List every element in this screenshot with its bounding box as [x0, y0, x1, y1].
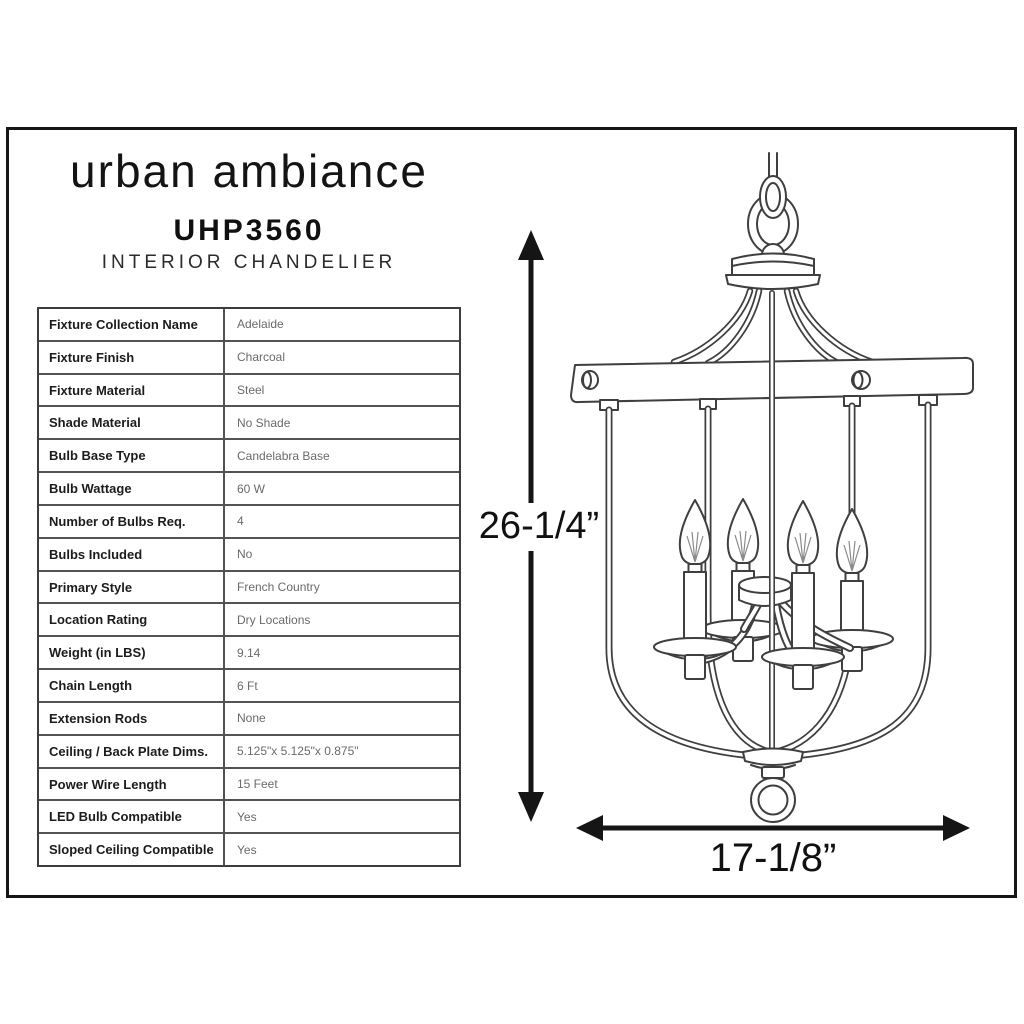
chain — [748, 153, 798, 266]
table-row — [39, 340, 459, 373]
spec-label: Fixture Material — [39, 375, 225, 406]
spec-label: Weight (in LBS) — [39, 637, 225, 668]
spec-value: None — [237, 711, 266, 726]
canopy — [726, 254, 820, 290]
width-dimension — [576, 815, 970, 880]
table-row — [39, 405, 459, 438]
table-row — [39, 504, 459, 537]
spec-label: LED Bulb Compatible — [39, 801, 225, 832]
spec-label: Fixture Finish — [39, 342, 225, 373]
spec-value: 15 Feet — [237, 777, 278, 791]
table-row — [39, 734, 459, 767]
center-hub — [739, 577, 791, 606]
spec-value: No Shade — [237, 415, 291, 430]
spec-value: Yes — [237, 842, 257, 857]
spec-label: Primary Style — [39, 572, 225, 603]
product-subtitle: INTERIOR CHANDELIER — [101, 252, 397, 273]
spec-value: Steel — [237, 383, 265, 398]
table-row — [39, 767, 459, 800]
spec-sheet-frame — [6, 127, 1017, 898]
spec-label: Bulbs Included — [39, 539, 225, 570]
table-row — [39, 309, 459, 340]
spec-value: Charcoal — [237, 350, 286, 365]
brand-logo: urban ambiance — [70, 145, 428, 197]
table-row — [39, 438, 459, 471]
table-row — [39, 701, 459, 734]
spec-label: Shade Material — [39, 407, 225, 438]
height-label: 26-1/4” — [478, 505, 600, 547]
spec-value: Candelabra Base — [237, 448, 330, 463]
bottom-finial — [743, 749, 803, 823]
spec-label: Fixture Collection Name — [39, 309, 225, 340]
spec-label: Number of Bulbs Req. — [39, 506, 225, 537]
spec-value: No — [237, 547, 253, 562]
table-row — [39, 471, 459, 504]
spec-table — [37, 307, 461, 867]
table-row — [39, 602, 459, 635]
model-number: UHP3560 — [173, 214, 325, 247]
table-row — [39, 635, 459, 668]
spec-label: Extension Rods — [39, 703, 225, 734]
spec-label: Bulb Wattage — [39, 473, 225, 504]
spec-value: Adelaide — [237, 317, 284, 332]
spec-value: 9.14 — [237, 645, 261, 660]
table-row — [39, 373, 459, 406]
spec-value: 4 — [237, 514, 244, 529]
table-row — [39, 570, 459, 603]
spec-value: 5.125"x 5.125"x 0.875" — [237, 744, 359, 759]
cage-rods — [600, 395, 937, 756]
spec-label: Bulb Base Type — [39, 440, 225, 471]
spec-label: Ceiling / Back Plate Dims. — [39, 736, 225, 767]
table-row — [39, 537, 459, 570]
table-row — [39, 799, 459, 832]
height-dimension — [479, 230, 599, 822]
table-row — [39, 832, 459, 865]
chandelier-drawing — [461, 138, 1021, 890]
spec-label: Chain Length — [39, 670, 225, 701]
spec-label: Location Rating — [39, 604, 225, 635]
spec-value: 6 Ft — [237, 678, 258, 693]
spec-value: French Country — [237, 580, 320, 595]
spec-value: Dry Locations — [237, 612, 311, 627]
spec-value: Yes — [237, 809, 257, 824]
spec-label: Power Wire Length — [39, 769, 225, 800]
spec-value: 60 W — [237, 481, 266, 496]
spec-label: Sloped Ceiling Compatible — [39, 834, 225, 865]
table-row — [39, 668, 459, 701]
width-label: 17-1/8” — [709, 836, 837, 880]
